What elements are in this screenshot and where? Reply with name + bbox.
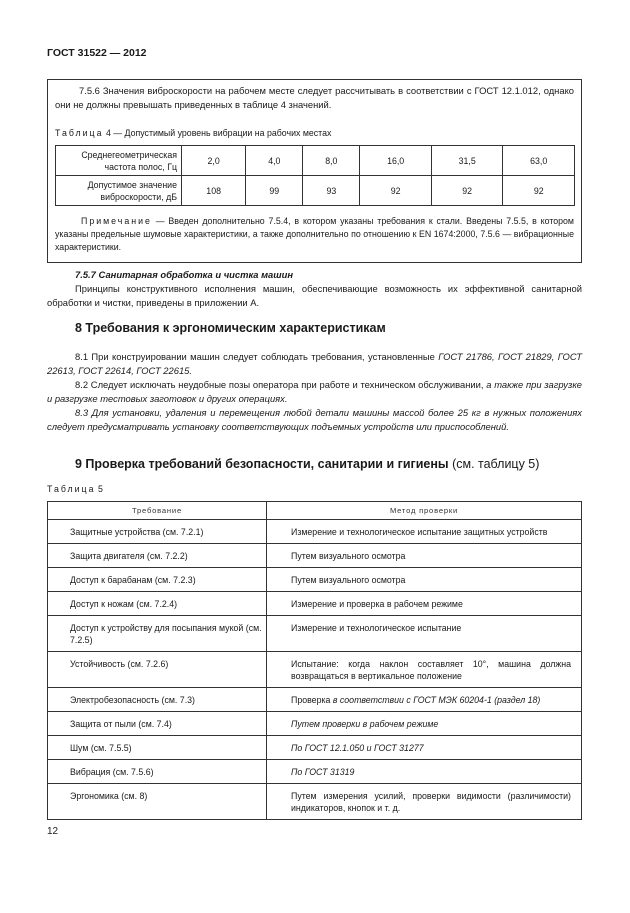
method-cell: Путем визуального осмотра: [267, 544, 582, 568]
table-row: [48, 688, 582, 712]
method-cell: По ГОСТ 31319: [267, 760, 582, 784]
section-8-body: [47, 350, 582, 434]
table-4-cell: 16,0: [360, 146, 432, 176]
note-label: Примечание: [81, 216, 152, 226]
table-row: [48, 520, 582, 544]
table-row: [48, 544, 582, 568]
method-cell: Измерение и технологическое испытание защитных устройств: [267, 520, 582, 544]
method-cell: Путем измерения усилий, проверки видимости (различимости) индикаторов, кнопок и т. д.: [267, 784, 582, 820]
table-5-caption-number: 5: [97, 484, 103, 494]
section-8-heading: 8 Требования к эргономическим характеристикам: [75, 321, 386, 335]
table-row: [48, 568, 582, 592]
table-5-header-row: [48, 502, 582, 520]
table-row: [48, 652, 582, 688]
section-9-heading: [75, 457, 539, 471]
table-5: [47, 501, 582, 820]
requirement-cell: Шум (см. 7.5.5): [48, 736, 267, 760]
section-9-heading-ref: (см. таблицу 5): [452, 457, 540, 471]
table-4-cell: 8,0: [303, 146, 360, 176]
paragraph-8-2: [47, 378, 582, 406]
method-cell: Путем проверки в рабочем режиме: [267, 712, 582, 736]
requirement-cell: Защитные устройства (см. 7.2.1): [48, 520, 267, 544]
method-cell: Путем визуального осмотра: [267, 568, 582, 592]
paragraph-8-1-text: 8.1 При конструировании машин следует соблюдать требования, установленные: [75, 351, 435, 362]
table-4-cell: 93: [303, 176, 360, 206]
table-5-col-method: Метод проверки: [267, 502, 582, 520]
method-cell: По ГОСТ 12.1.050 и ГОСТ 31277: [267, 736, 582, 760]
table-4-caption: [55, 128, 331, 138]
requirement-cell: Доступ к барабанам (см. 7.2.3): [48, 568, 267, 592]
table-4-cell: 99: [246, 176, 303, 206]
paragraph-8-1-standards: ГОСТ 21786, ГОСТ 21829, ГОСТ 22613, ГОСТ 22614, ГОСТ 22615.: [47, 351, 582, 376]
table-4-cell: 31,5: [431, 146, 503, 176]
section-7-5-7: [47, 268, 582, 310]
table-4-caption-word: Таблица: [55, 128, 104, 138]
table-row: [48, 784, 582, 820]
table-5-caption: [47, 484, 103, 494]
section-9-heading-text: 9 Проверка требований безопасности, санитарии и гигиены: [75, 457, 449, 471]
method-cell: [267, 688, 582, 712]
requirement-cell: Доступ к устройству для посыпания мукой (см. 7.2.5): [48, 616, 267, 652]
note-text: — Введен дополнительно 7.5.4, в котором указаны требования к стали. Введены 7.5.5, в котором указаны предельные шумовые характеристики, а также дополнительно по отношению к EN 1674:2000, 7.5.6 — вибрационные характеристики.: [55, 216, 574, 252]
table-4: [55, 145, 575, 206]
requirement-cell: Доступ к ножам (см. 7.2.4): [48, 592, 267, 616]
table-4-cell: 4,0: [246, 146, 303, 176]
paragraph-8-1: [47, 350, 582, 378]
table-row: [48, 736, 582, 760]
requirement-cell: Вибрация (см. 7.5.6): [48, 760, 267, 784]
table-row: [56, 176, 575, 206]
table-4-cell: 92: [360, 176, 432, 206]
table-4-cell: 92: [431, 176, 503, 206]
paragraph-8-3: 8.3 Для установки, удаления и перемещения любой детали машины массой более 25 кг в нужных положениях следует предусматривать установку соответствующих подъемных устройств или приспособлений.: [47, 407, 582, 432]
table-4-cell: 63,0: [503, 146, 575, 176]
table-row: [48, 712, 582, 736]
section-7-5-7-heading: 7.5.7 Санитарная обработка и чистка машин: [75, 269, 293, 280]
document-header: ГОСТ 31522 — 2012: [47, 47, 147, 59]
table-row: [48, 616, 582, 652]
table-4-cell: 108: [182, 176, 246, 206]
page-number: 12: [47, 826, 59, 837]
requirement-cell: Электробезопасность (см. 7.3): [48, 688, 267, 712]
table-row: [48, 760, 582, 784]
table-4-cell: 2,0: [182, 146, 246, 176]
table-5-col-requirement: Требование: [48, 502, 267, 520]
method-cell: Измерение и технологическое испытание: [267, 616, 582, 652]
requirement-cell: Защита двигателя (см. 7.2.2): [48, 544, 267, 568]
table-4-note: [55, 215, 574, 254]
requirement-cell: Эргономика (см. 8): [48, 784, 267, 820]
paragraph-8-2-text: 8.2 Следует исключать неудобные позы оператора при работе и техническом обслуживании,: [75, 379, 484, 390]
method-cell-standard: в соответствии с ГОСТ МЭК 60204-1 (раздел 18): [332, 695, 541, 705]
section-7-5-7-text: Принципы конструктивного исполнения машин, обеспечивающие возможность их эффективной санитарной обработки и чистки, приведены в приложении А.: [47, 283, 582, 308]
table-4-row-1-label: Среднегеометрическая частота полос, Гц: [56, 146, 182, 176]
table-4-cell: 92: [503, 176, 575, 206]
table-row: [56, 146, 575, 176]
method-cell-text: Проверка: [291, 695, 331, 705]
paragraph-7-5-6: 7.5.6 Значения виброскорости на рабочем месте следует рассчитывать в соответствии с ГОСТ 12.1.012, однако они не должны превышать приведенных в таблице 4 значений.: [55, 85, 574, 110]
table-5-caption-word: Таблица: [47, 484, 96, 494]
table-4-row-2-label: Допустимое значение виброскорости, дБ: [56, 176, 182, 206]
paragraph-8-2-italic: а также при загрузке и разгрузке тестовых заготовок и других операциях.: [47, 379, 582, 404]
requirement-cell: Устойчивость (см. 7.2.6): [48, 652, 267, 688]
method-cell: Измерение и проверка в рабочем режиме: [267, 592, 582, 616]
requirement-cell: Защита от пыли (см. 7.4): [48, 712, 267, 736]
method-cell: Испытание: когда наклон составляет 10°, машина должна возвращаться в вертикальное положение: [267, 652, 582, 688]
table-row: [48, 592, 582, 616]
table-4-caption-text: 4 — Допустимый уровень вибрации на рабочих местах: [105, 128, 332, 138]
